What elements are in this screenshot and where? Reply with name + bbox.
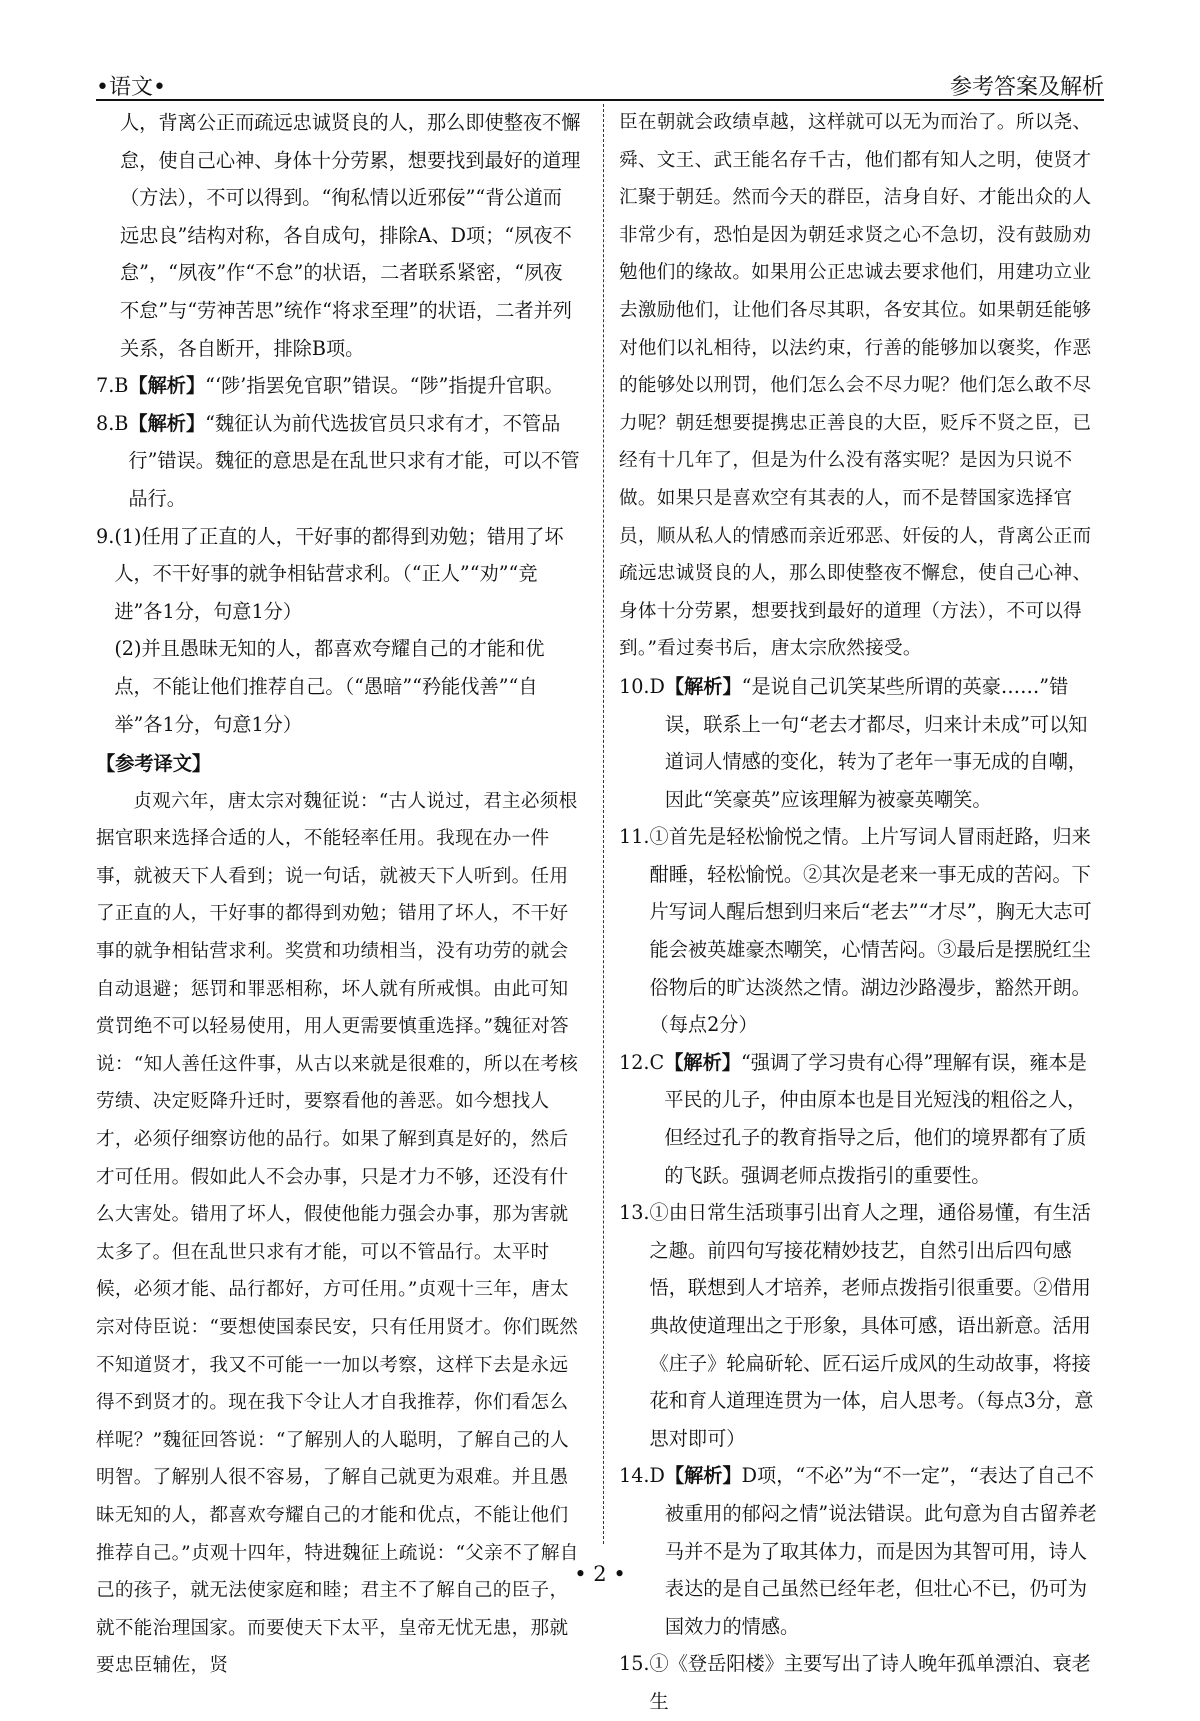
answer-text: ①由日常生活琐事引出育人之理，通俗易懂，有生活之趣。前四句写接花精妙技艺，自然引出后四句感悟，联想到人才培养，老师点拨指引很重要。②借用典故使道理出之于形象，具体可感，语出新意。活用《庄子》轮扁斫轮、匠石运斤成风的生动故事，将接花和育人道理连贯为一体，启人思考。（每点3分，意思对即可） (649, 1201, 1094, 1450)
page-header (96, 62, 1104, 102)
translation-continued: 臣在朝就会政绩卓越，这样就可以无为而治了。所以尧、舜、文王、武王能名存千古，他们都有知人之明，使贤才汇聚于朝廷。然而今天的群臣，洁身自好、才能出众的人非常少有，恐怕是因为朝廷求贤之心不急切，没有鼓励劝勉他们的缘故。如果用公正忠诚去要求他们，用建功立业去激励他们，让他们各尽其职，各安其位。如果朝廷能够对他们以礼相待，以法约束，行善的能够加以褒奖，作恶的能够处以刑罚，他们怎么会不尽力呢？他们怎么敢不尽力呢？朝廷想要提携忠正善良的大臣，贬斥不贤之臣，已经有十几年了，但是为什么没有落实呢？是因为只说不做。如果只是喜欢空有其表的人，而不是替国家选择官员，顺从私人的情感而亲近邪恶、奸佞的人，背离公正而疏远忠诚贤良的人，那么即使整夜不懈怠，使自己心神、身体十分劳累，想要找到最好的道理（方法），不可以得到。”看过奏书后，唐太宗欣然接受。 (619, 112, 1092, 660)
answer-12 (619, 1044, 1104, 1194)
section-title: 参考答案及解析 (949, 75, 1104, 100)
answer-text: D项，“不必”为“不一定”，“表达了自己不被重用的郁闷之情”说法错误。此句意为自古留养老马并不是为了取其体力，而是因为其智可用，诗人表达的是自己虽然已经年老，但壮心不已，仍可为国效力的情感。 (664, 1464, 1097, 1638)
answer-number: 11. (619, 825, 650, 849)
analysis-tag: 【解析】 (128, 411, 206, 435)
answer-text: “是说自己讥笑某些所谓的英豪……”错误，联系上一句“老去才都尽，归来计未成”可以知道词人情感的变化，转为了老年一事无成的自嘲，因此“笑豪英”应该理解为被豪英嘲笑。 (664, 674, 1088, 811)
answer-text: ①首先是轻松愉悦之情。上片写词人冒雨赶路，归来酣睡，轻松愉悦。②其次是老来一事无成的苦闷。下片写词人醒后想到归来后“老去”“才尽”，胸无大志可能会被英雄豪杰嘲笑，心情苦闷。③最后是摆脱红尘俗物后的旷达淡然之情。湖边沙路漫步，豁然开朗。（每点2分） (649, 825, 1092, 1037)
analysis-tag: 【解析】 (664, 1050, 741, 1074)
answer-14 (619, 1457, 1104, 1645)
translation-heading: 【参考译文】 (96, 752, 212, 776)
answer-part-1: (1)任用了正直的人，干好事的都得到劝勉；错用了坏人，不干好事的就争相钻营求利。（“正人”“劝”“竞进”各1分，句意1分） (114, 524, 564, 623)
right-column (619, 104, 1104, 1721)
answer-number: 7.B (96, 374, 129, 398)
answer-9 (96, 518, 581, 744)
answer-text: ①《登岳阳楼》主要写出了诗人晚年孤单漂泊、衰老生 (649, 1652, 1091, 1713)
answer-13 (619, 1194, 1104, 1457)
page-number: • 2 • (574, 1562, 626, 1586)
left-column (96, 104, 581, 1685)
answer-number: 10.D (619, 674, 665, 698)
answer-number: 8.B (96, 411, 129, 435)
answer-7 (96, 367, 581, 405)
answer-text: “‘陟’指罢免官职”错误。“陟”指提升官职。 (205, 374, 564, 398)
analysis-tag: 【解析】 (664, 1464, 742, 1488)
continued-paragraph: 人，背离公正而疏远忠诚贤良的人，那么即使整夜不懈怠，使自己心神、身体十分劳累，想要找到最好的道理（方法），不可以得到。“徇私情以近邪佞”“背公道而远忠良”结构对称，各自成句，排除A、D项；“夙夜不怠”，“夙夜”作“不怠”的状语，二者联系紧密，“夙夜不怠”与“劳神苦思”统作“将求至理”的状语，二者并列关系，各自断开，排除B项。 (120, 111, 581, 360)
answer-number: 9. (96, 524, 115, 548)
answer-number: 14.D (619, 1464, 665, 1488)
answer-number: 15. (619, 1652, 650, 1676)
answer-10 (619, 668, 1104, 818)
answer-11 (619, 818, 1104, 1044)
header-rule (96, 99, 1104, 101)
answer-text: “魏征认为前代选拔官员只求有才，不管品行”错误。魏征的意思是在乱世只求有才能，可以不管品行。 (128, 411, 580, 510)
answer-number: 13. (619, 1201, 650, 1225)
answer-text: “强调了学习贵有心得”理解有误，雍本是平民的儿子，仲由原本也是目光短浅的粗俗之人，但经过孔子的教育指导之后，他们的境界都有了质的飞跃。强调老师点拨指引的重要性。 (664, 1050, 1087, 1187)
translation-text: 贞观六年，唐太宗对魏征说：“古人说过，君主必须根据官职来选择合适的人，不能轻率任用。我现在办一件事，就被天下人看到；说一句话，就被天下人听到。任用了正直的人，干好事的都得到劝勉；错用了坏人，不干好事的就争相钻营求利。奖赏和功绩相当，没有功劳的就会自动退避；惩罚和罪恶相称，坏人就有所戒惧。由此可知赏罚绝不可以轻易使用，用人更需要慎重选择。”魏征对答说：“知人善任这件事，从古以来就是很难的，所以在考核劳绩、决定贬降升迁时，要察看他的善恶。如今想找人才，必须仔细察访他的品行。如果了解到真是好的，然后才可任用。假如此人不会办事，只是才力不够，还没有什么大害处。错用了坏人，假使他能力强会办事，那为害就太多了。但在乱世只求有才能，可以不管品行。太平时候，必须才能、品行都好，方可任用。”贞观十三年，唐太宗对侍臣说：“要想使国泰民安，只有任用贤才。你们既然不知道贤才，我又不可能一一加以考察，这样下去是永远得不到贤才的。现在我下令让人才自我推荐，你们看怎么样呢？”魏征回答说：“了解别人的人聪明，了解自己的人明智。了解别人很不容易，了解自己就更为艰难。并且愚昧无知的人，都喜欢夸耀自己的才能和优点，不能让他们推荐自己。”贞观十四年，特进魏征上疏说：“父亲不了解自己的孩子，就无法使家庭和睦；君主不了解自己的臣子，就不能治理国家。而要使天下太平，皇帝无忧无患，那就要忠臣辅佐，贤 (96, 790, 579, 1677)
column-divider (603, 104, 604, 1544)
answer-15 (619, 1645, 1104, 1720)
answer-8 (96, 405, 581, 518)
subject-label: •语文• (96, 75, 166, 100)
answer-part-2: (2)并且愚昧无知的人，都喜欢夸耀自己的才能和优点，不能让他们推荐自己。（“愚暗”“矜能伐善”“自举”各1分，句意1分） (114, 637, 545, 736)
answer-number: 12.C (619, 1050, 665, 1074)
analysis-tag: 【解析】 (128, 374, 206, 398)
analysis-tag: 【解析】 (664, 674, 742, 698)
